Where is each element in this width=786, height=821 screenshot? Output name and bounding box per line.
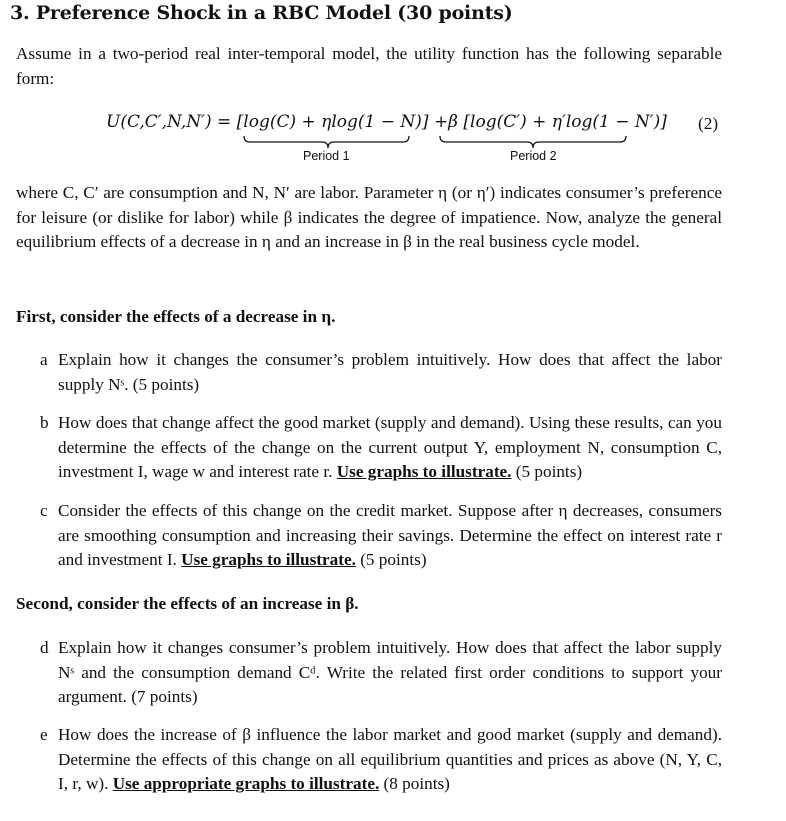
period-2-brace: [440, 136, 626, 148]
item-text: Consider the effects of this change on the credit market. Suppose after η decreases, consumers are smoothing consumption and increasing their savings. Determine the effect on interest rate r and investment I.: [58, 501, 722, 569]
item-label: e: [40, 725, 48, 744]
item-text: Explain how it changes the consumer’s problem intuitively. How does that affect the labor supply Nˢ. (5 points): [58, 350, 722, 394]
item-d: [40, 636, 722, 710]
item-points: (5 points): [360, 550, 427, 569]
intro-paragraph: Assume in a two-period real inter-temporal model, the utility function has the following separable form:: [16, 44, 722, 88]
where-paragraph: where C, C′ are consumption and N, N′ are labor. Parameter η (or η′) indicates consumer’s preference for leisure (or dislike for labor) while β indicates the degree of impatience. Now, analyze the general equilibrium effects of a decrease in η and an increase in β in the real business cycle model.: [16, 183, 722, 251]
period-1-brace: [244, 136, 409, 148]
period-1-label: Period 1: [303, 149, 350, 163]
item-label: b: [40, 413, 49, 432]
graph-instruction: Use graphs to illustrate.: [336, 462, 512, 481]
item-text: Explain how it changes consumer’s problem intuitively. How does that affect the labor supply Nˢ and the consumption demand Cᵈ. Write the related first order conditions to support your argument. (7 points): [58, 638, 722, 706]
question-heading: 3. Preference Shock in a RBC Model (30 points): [10, 2, 513, 24]
item-points: (5 points): [515, 462, 583, 481]
graph-instruction: Use graphs to illustrate.: [181, 550, 356, 569]
item-text: How does that change affect the good market (supply and demand). Using these results, can you determine the effects of the change on the current output Y, employment N, consumption C, investment I, wage w and interest rate r.: [58, 413, 722, 481]
item-c: [40, 499, 722, 573]
utility-equation: [0, 108, 786, 170]
graph-instruction: Use appropriate graphs to illustrate.: [112, 774, 380, 793]
item-points: (8 points): [383, 774, 450, 793]
section-2-heading: Second, consider the effects of an increase in β.: [16, 594, 359, 613]
item-label: c: [40, 501, 48, 520]
equation-formula: U(C,C′,N,N′) = [log(C) + ηlog(1 − N)] +β [log(C′) + η′log(1 − N′)]: [106, 112, 667, 132]
equation-number: (2): [698, 114, 719, 133]
item-text: How does the increase of β influence the labor market and good market (supply and demand). Determine the effects of this change on all equilibrium quantities and prices as above (N, Y, C, I, r, w).: [58, 725, 722, 793]
underbrace-graphic: [0, 108, 786, 170]
item-e: [40, 723, 722, 797]
period-2-label: Period 2: [510, 149, 557, 163]
item-b: [40, 411, 722, 485]
section-1-heading: First, consider the effects of a decrease in η.: [16, 307, 336, 326]
item-a: [40, 348, 722, 397]
item-label: d: [40, 638, 49, 657]
item-label: a: [40, 350, 48, 369]
